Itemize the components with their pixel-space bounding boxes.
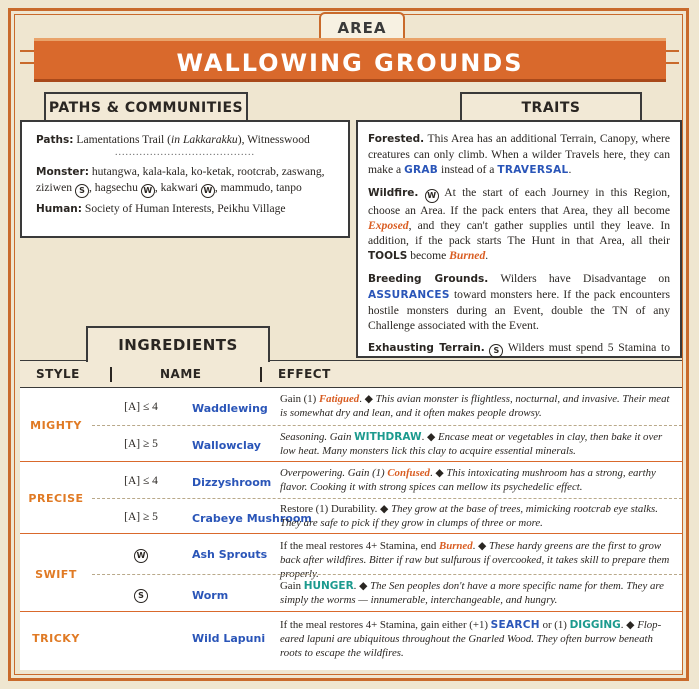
effect-flavor: This intoxicating mushroom has a strong, earthy flavor. Cooking it with strong spices can mellow its psychedelic effect. [280,467,656,493]
monster-label: Monster: [36,166,89,178]
effect-text: Seasoning. Gain [280,431,355,443]
forested-text-3: . [568,163,572,176]
effect-keyword: SEARCH [490,619,540,631]
requirement [106,587,176,603]
ingredient-name: Crabeye Mushroom [192,512,312,525]
paths-text: Lamentations Trail ( [76,133,172,146]
area-label: AREA [319,12,405,42]
effect-text: . ◆ [620,619,638,631]
monster-text-2: , hagsechu [88,181,138,194]
col-effect: EFFECT [278,367,331,381]
traits-heading: TRAITS [460,92,642,122]
effect-flavor: These hardy greens are the first to grow back after wildfires. Bitter if raw but sulfurous if overcooked, it takes skill to prepare them properly. [280,540,670,580]
style-label: PRECISE [28,492,84,505]
monster-text-3: , kakwari [154,181,198,194]
effect-keyword: WITHDRAW [354,431,422,443]
burned-keyword: Burned [449,249,486,262]
effect-keyword: Fatigued [318,393,360,405]
ingredient-effect [280,618,676,660]
forested-text: This Area has an additional Terrain, Canopy, where creatures can only climb. When a wilder Travels here, they can make a [368,132,670,176]
wild-w-icon: W [201,184,215,198]
ingredient-effect [280,430,676,458]
col-style: STYLE [36,367,80,381]
human-line [36,201,334,217]
effect-text: Overpowering. Gain (1) [280,467,388,479]
ingredient-effect [280,579,676,607]
exposed-keyword: Exposed [368,219,409,232]
ingredient-name: Dizzyshroom [192,476,272,489]
ingredient-effect [280,502,676,530]
exhausting-text: Wilders must spend 5 Stamina to [507,341,670,354]
effect-text: If the meal restores 4+ Stamina, end [280,540,439,552]
table-row [92,462,682,498]
effect-keyword: DIGGING [569,619,621,631]
table-header [20,360,682,388]
human-text: Society of Human Interests, Peikhu Village [84,202,286,215]
trait-breeding [368,271,670,333]
effect-text: . ◆ [353,580,371,592]
requirement [106,547,176,563]
col-divider [110,367,112,382]
paths-box [20,120,350,238]
group-tricky [20,612,682,664]
forested-label: Forested. [368,133,425,145]
group-mighty [20,388,682,462]
style-label: MIGHTY [30,419,82,432]
ingredient-name: Ash Sprouts [192,548,268,561]
requirement: [A] ≤ 4 [124,475,158,487]
paths-label: Paths: [36,134,74,146]
ingredient-name: Waddlewing [192,402,268,415]
effect-flavor: The Sen peoples don't have a more specific name for them. They are simply the worms — innumerable, interchangeable, and hungry. [280,580,664,606]
tools-keyword: TOOLS [368,250,408,262]
style-label: SWIFT [35,568,77,581]
ingredient-effect [280,392,676,420]
paths-text-end: ), Witnesswood [237,133,310,146]
table-row [92,425,682,462]
ingredients-heading: INGREDIENTS [86,326,270,362]
effect-text: Gain [280,580,304,592]
paths-text-italic: in Lakkarakku [171,133,238,146]
effect-text: . ◆ [421,431,438,443]
ingredient-effect [280,466,676,494]
ingredients-table [20,360,682,670]
effect-flavor: Encase meat or vegetables in clay, then bake it over low heat. Many monsters lick this clay to acquire essential minerals. [280,431,663,457]
table-row [92,388,682,425]
exhausting-label: Exhausting Terrain. [368,342,485,354]
trait-forested [368,131,670,178]
effect-keyword: HUNGER [303,580,354,592]
wildfire-text-2: , and they can't gather supplies until they leave. In addition, if the pack starts The Hunt in that Area, all their [368,219,670,247]
effect-flavor: They grow at the base of trees, mimicking rootcrab eye stalks. They are safe to pick if they grow in clumps of three or more. [280,503,658,529]
requirement: [A] ≥ 5 [124,438,158,450]
wild-w-icon: W [134,549,148,563]
human-label: Human: [36,203,82,215]
assurances-keyword: ASSURANCES [368,289,450,301]
requirement: [A] ≤ 4 [124,401,158,413]
effect-text: Gain (1) [280,393,319,405]
swift-s-icon: S [489,344,503,358]
table-row [92,498,682,534]
effect-text: . ◆ [429,467,447,479]
forested-text-2: instead of a [441,163,495,176]
effect-keyword: Confused [387,467,430,479]
monster-text-4: , mammudo, tanpo [214,181,302,194]
wildfire-text-3: become [410,249,447,262]
breeding-label: Breeding Grounds. [368,273,489,285]
requirement: [A] ≥ 5 [124,511,158,523]
trait-wildfire [368,185,670,264]
table-row [92,534,682,580]
effect-keyword: Burned [439,540,473,552]
col-divider [260,367,262,382]
breeding-text-2: toward monsters here. If the pack encounters hostile monsters during an Event, double the TN of any Challenge associated with the Event. [368,288,670,332]
paths-heading: PATHS & COMMUNITIES [44,92,248,122]
breeding-text: Wilders have Disadvantage on [500,272,670,285]
table-row [92,612,682,664]
ingredient-name: Wallowclay [192,439,261,452]
ingredient-name: Wild Lapuni [192,632,266,645]
effect-text: or (1) [539,619,570,631]
wildfire-text: At the start of each Journey in this Region, choose an Area. If the pack enters that Area, they all become [368,186,670,217]
wildfire-label: Wildfire. [368,187,419,199]
effect-flavor: This avian monster is flightless, nocturnal, and invasive. Their meat is somewhat dry and lean, and it often makes people drowsy. [280,393,670,419]
area-title: WALLOWING GROUNDS [34,38,666,82]
col-name: NAME [160,367,202,381]
wild-w-icon: W [141,184,155,198]
swift-s-icon: S [75,184,89,198]
table-row [92,574,682,612]
dotted-divider: ........................................ [115,147,255,158]
effect-flavor: Flop-eared lapuni are ubiquitous throughout the Gnarled Wood. They often burrow beneath roots to escape the wildfires. [280,619,662,659]
group-swift [20,534,682,612]
effect-text: . ◆ [359,393,376,405]
style-label: TRICKY [32,632,80,645]
swift-s-icon: S [134,589,148,603]
monster-text: hutangwa, kala-kala, ko-ketak, rootcrab, zaswang, ziziwen [36,165,325,194]
wildfire-text-4: . [485,249,489,262]
monster-line [36,164,334,198]
paths-line [36,132,334,148]
traits-box [356,120,682,358]
ingredient-name: Worm [192,589,229,602]
effect-text: If the meal restores 4+ Stamina, gain either (+1) [280,619,491,631]
effect-text: . ◆ [472,540,490,552]
effect-text: Restore (1) Durability. ◆ [280,503,392,515]
wild-w-icon: W [425,189,439,203]
group-precise [20,462,682,534]
traversal-keyword: TRAVERSAL [497,164,569,176]
grab-keyword: GRAB [404,164,439,176]
